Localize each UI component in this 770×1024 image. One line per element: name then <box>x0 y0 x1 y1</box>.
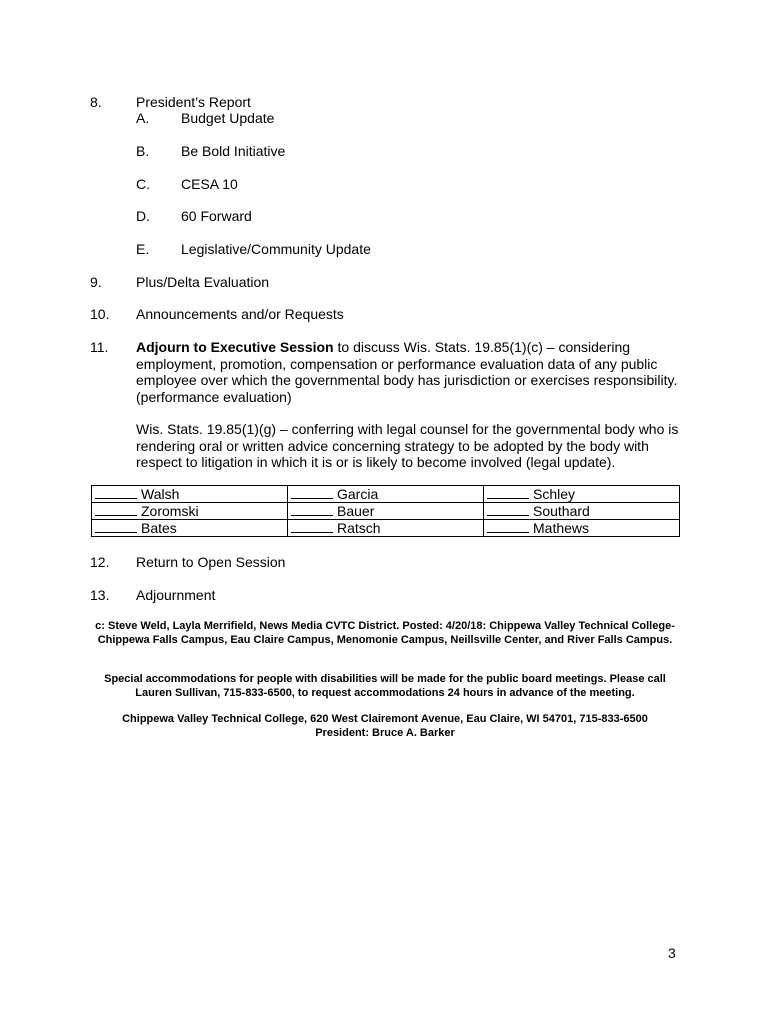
subitem-text: 60 Forward <box>181 208 252 224</box>
subitem-text: Legislative/Community Update <box>181 241 371 257</box>
roll-call-cell <box>288 486 484 503</box>
executive-session-heading: Adjourn to Executive Session <box>136 339 334 355</box>
subitem-text: CESA 10 <box>181 176 238 192</box>
roll-call-cell <box>92 503 288 520</box>
vote-blank <box>487 486 529 499</box>
member-name: Ratsch <box>337 520 381 536</box>
subitem-text: Budget Update <box>181 110 275 126</box>
distribution-note: c: Steve Weld, Layla Merrifield, News Media CVTC District. Posted: 4/20/18: Chippewa Valley Technical College-Chippewa Falls Campus, Eau Claire Campus, Menomonie Campus, Neillsville Center, and River Falls Campus. <box>95 620 675 646</box>
roll-call-cell <box>484 520 680 537</box>
vote-blank <box>291 486 333 499</box>
vote-blank <box>487 503 529 516</box>
item-text: Plus/Delta Evaluation <box>136 274 270 290</box>
executive-session-text: to discuss Wis. Stats. 19.85(1)(c) – considering employment, promotion, compensation or performance evaluation data of any public employee over which the governmental body has jurisdiction or exercises responsibility. (performance evaluation) <box>136 339 678 405</box>
item-text: Adjournment <box>136 587 216 603</box>
subitem-letter: D. <box>136 208 150 224</box>
page-number: 3 <box>668 945 676 961</box>
member-name: Zoromski <box>141 503 199 519</box>
subitem-letter: C. <box>136 176 150 192</box>
member-name: Mathews <box>533 520 590 536</box>
item-number: 13. <box>90 587 110 603</box>
accommodations-note: Special accommodations for people with disabilities will be made for the public board meetings. Please call Lauren Sullivan, 715-833-6500, to request accommodations 24 hours in advance of the meeting. <box>104 673 666 699</box>
roll-call-cell <box>484 503 680 520</box>
roll-call-cell <box>288 520 484 537</box>
table-row <box>92 520 680 537</box>
item-number: 8. <box>90 94 102 110</box>
item-text: Announcements and/or Requests <box>136 306 344 322</box>
executive-session-paragraph <box>136 339 681 405</box>
member-name: Bauer <box>337 503 375 519</box>
legal-counsel-paragraph: Wis. Stats. 19.85(1)(g) – conferring with legal counsel for the governmental body who is rendering oral or written advice concerning strategy to be adopted by the body with respect to litigation in which it is or is likely to become involved (legal update). <box>136 421 679 470</box>
roll-call-table <box>91 485 680 537</box>
member-name: Southard <box>533 503 590 519</box>
vote-blank <box>291 503 333 516</box>
subitem-letter: E. <box>136 241 150 257</box>
table-row <box>92 503 680 520</box>
president-line: President: Bruce A. Barker <box>315 727 455 739</box>
roll-call-cell <box>288 503 484 520</box>
item-text: President’s Report <box>136 94 251 110</box>
roll-call-cell <box>484 486 680 503</box>
member-name: Walsh <box>141 486 180 502</box>
roll-call-cell <box>92 486 288 503</box>
subitem-text: Be Bold Initiative <box>181 143 286 159</box>
item-number: 12. <box>90 554 110 570</box>
vote-blank <box>291 520 333 533</box>
member-name: Garcia <box>337 486 379 502</box>
vote-blank <box>95 486 137 499</box>
vote-blank <box>487 520 529 533</box>
item-number: 9. <box>90 274 102 290</box>
subitem-letter: A. <box>136 110 150 126</box>
item-number: 10. <box>90 306 110 322</box>
subitem-letter: B. <box>136 143 150 159</box>
vote-blank <box>95 520 137 533</box>
college-address: Chippewa Valley Technical College, 620 West Clairemont Avenue, Eau Claire, WI 54701, 715-833-6500 <box>122 713 648 725</box>
roll-call-cell <box>92 520 288 537</box>
item-text: Return to Open Session <box>136 554 286 570</box>
member-name: Schley <box>533 486 576 502</box>
item-number: 11. <box>90 339 109 355</box>
vote-blank <box>95 503 137 516</box>
table-row <box>92 486 680 503</box>
member-name: Bates <box>141 520 177 536</box>
